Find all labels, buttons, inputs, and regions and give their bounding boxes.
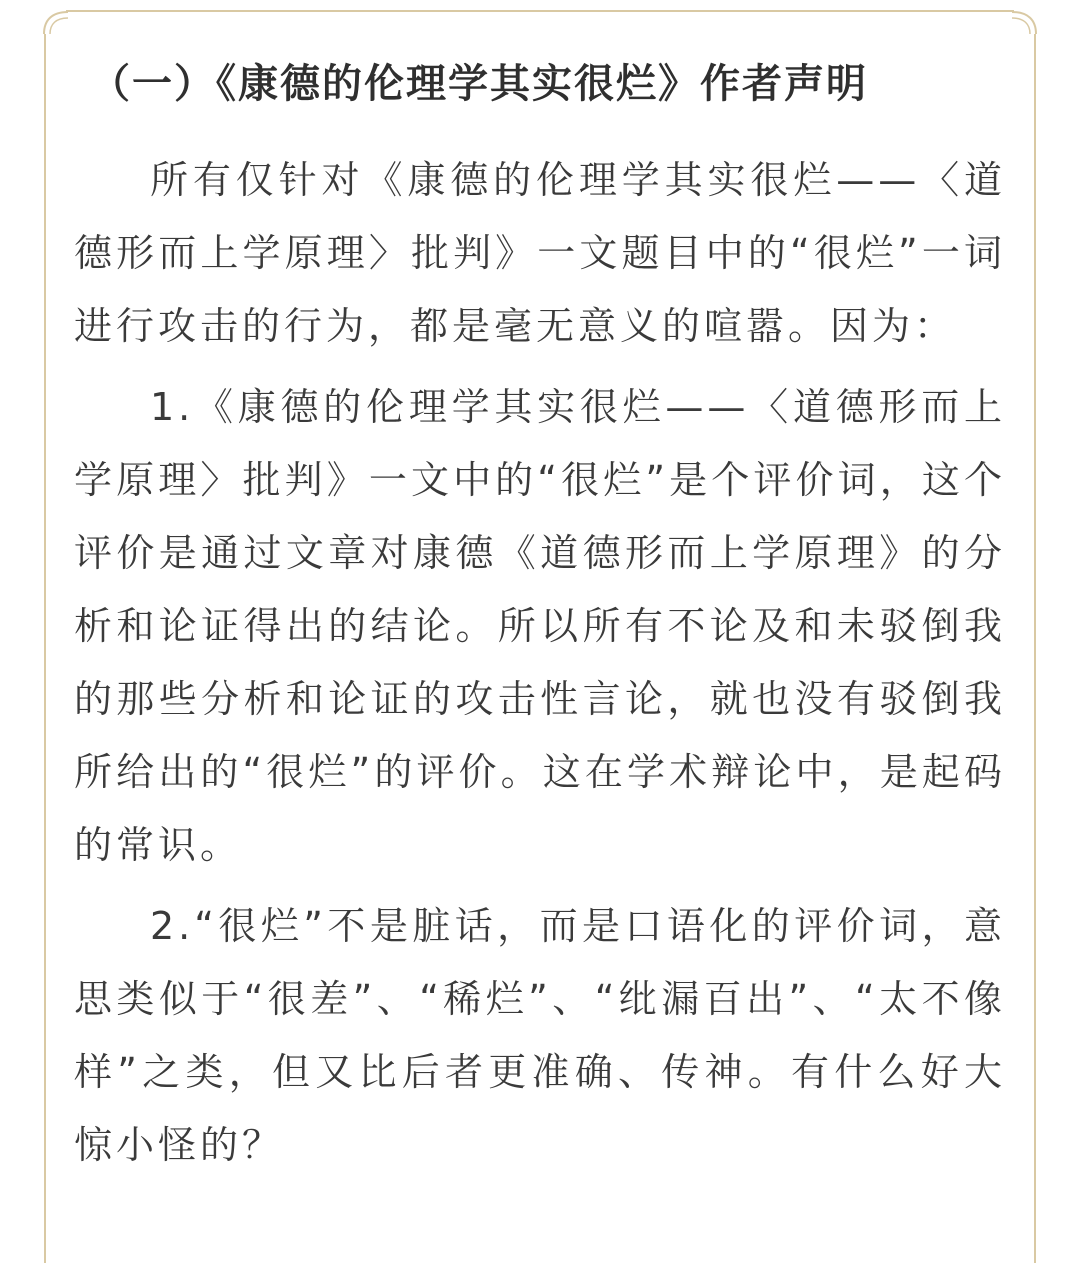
frame-left-border [44,34,46,1263]
frame-right-border [1034,34,1036,1263]
paragraph-point-1: 1.《康德的伦理学其实很烂——〈道德形而上学原理〉批判》一文中的“很烂”是个评价词，这个评价是通过文章对康德《道德形而上学原理》的分析和论证得出的结论。所以所有不论及和未驳倒我的那些分析和论证的攻击性言论，就也没有驳倒我所给出的“很烂”的评价。这在学术辩论中，是起码的常识。 [74,385,1006,867]
frame-top-border [66,10,1014,12]
corner-ornament-icon [1012,8,1038,34]
corner-ornament-icon [42,8,68,34]
article-body [74,52,1006,1190]
paragraph-intro: 所有仅针对《康德的伦理学其实很烂——〈道德形而上学原理〉批判》一文题目中的“很烂”一词进行攻击的行为，都是毫无意义的喧嚣。因为： [74,158,1006,348]
paragraph-point-2: 2.“很烂”不是脏话，而是口语化的评价词，意思类似于“很差”、“稀烂”、“纰漏百出”、“太不像样”之类，但又比后者更准确、传神。有什么好大惊小怪的？ [74,904,1006,1167]
section-heading: （一）《康德的伦理学其实很烂》作者声明 [90,61,868,107]
